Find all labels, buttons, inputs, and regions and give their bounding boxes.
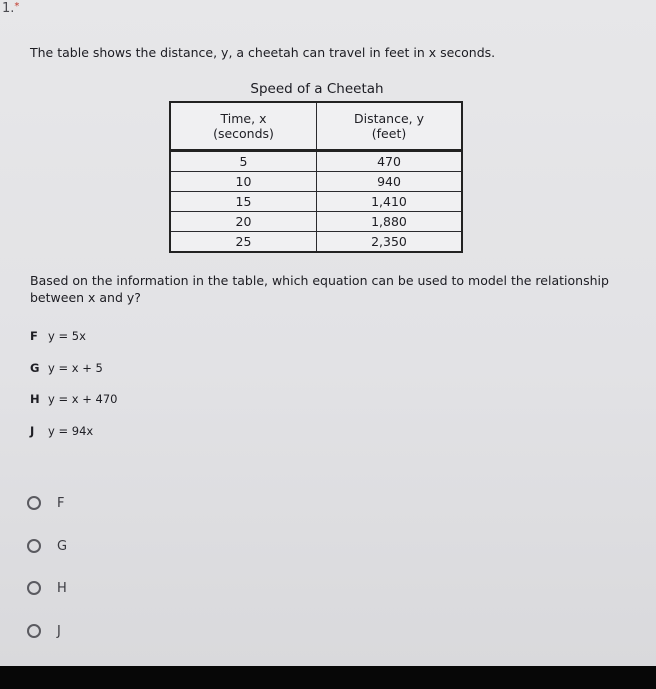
choice-equation: y = x + 470: [48, 392, 118, 406]
choice-equation: y = x + 5: [48, 361, 103, 375]
table-header-row: [170, 102, 462, 151]
radio-button[interactable]: [27, 496, 41, 510]
distance-cell: 2,350: [317, 232, 463, 253]
choice-equation: y = 5x: [48, 329, 86, 343]
table-row: [170, 192, 462, 212]
choice-letter: F: [30, 329, 38, 343]
time-cell: 15: [170, 192, 317, 212]
choice-equation: y = 94x: [48, 424, 94, 438]
radio-label: J: [57, 623, 61, 639]
choice-g: [30, 361, 103, 375]
table-row: [170, 212, 462, 232]
radio-button[interactable]: [27, 624, 41, 638]
choice-j: [30, 424, 93, 438]
table-title: Speed of a Cheetah: [250, 81, 384, 97]
radio-option-h[interactable]: [27, 578, 67, 598]
time-cell: 20: [170, 212, 317, 232]
time-cell: 25: [170, 232, 317, 253]
radio-label: H: [57, 580, 67, 596]
time-cell: 10: [170, 172, 317, 192]
time-cell: 5: [170, 151, 317, 172]
choice-letter: G: [30, 361, 40, 375]
radio-label: G: [57, 538, 68, 554]
radio-option-g[interactable]: [27, 536, 67, 556]
table-row: [170, 151, 462, 172]
cheetah-speed-table: [169, 101, 463, 253]
distance-cell: 1,410: [317, 192, 463, 212]
radio-option-f[interactable]: [27, 493, 64, 513]
header-time: [170, 102, 317, 151]
bottom-bar: [0, 666, 656, 689]
radio-button[interactable]: [27, 581, 41, 595]
table-row: [170, 172, 462, 192]
choice-f: [30, 329, 86, 343]
choice-h: [30, 392, 117, 406]
distance-cell: 1,880: [317, 212, 463, 232]
question-number: [2, 1, 19, 16]
header-distance-line2: (feet): [371, 126, 407, 141]
radio-option-j[interactable]: [27, 621, 61, 641]
radio-label: F: [57, 495, 65, 511]
question-prompt: The table shows the distance, y, a cheetah can travel in feet in x seconds.: [30, 45, 496, 60]
header-distance-line1: Distance, y: [353, 111, 424, 126]
question-number-text: 1.: [2, 1, 15, 16]
distance-cell: 940: [317, 172, 463, 192]
distance-cell: 470: [317, 151, 463, 172]
required-marker: *: [14, 1, 20, 12]
header-distance: [317, 102, 463, 151]
choice-letter: H: [30, 392, 40, 406]
header-time-line2: (seconds): [213, 126, 274, 141]
question-text: Based on the information in the table, which equation can be used to model the relationship between x and y?: [30, 273, 609, 305]
choice-letter: J: [30, 424, 35, 438]
radio-button[interactable]: [27, 539, 41, 553]
table-row: [170, 232, 462, 253]
header-time-line1: Time, x: [220, 111, 267, 126]
